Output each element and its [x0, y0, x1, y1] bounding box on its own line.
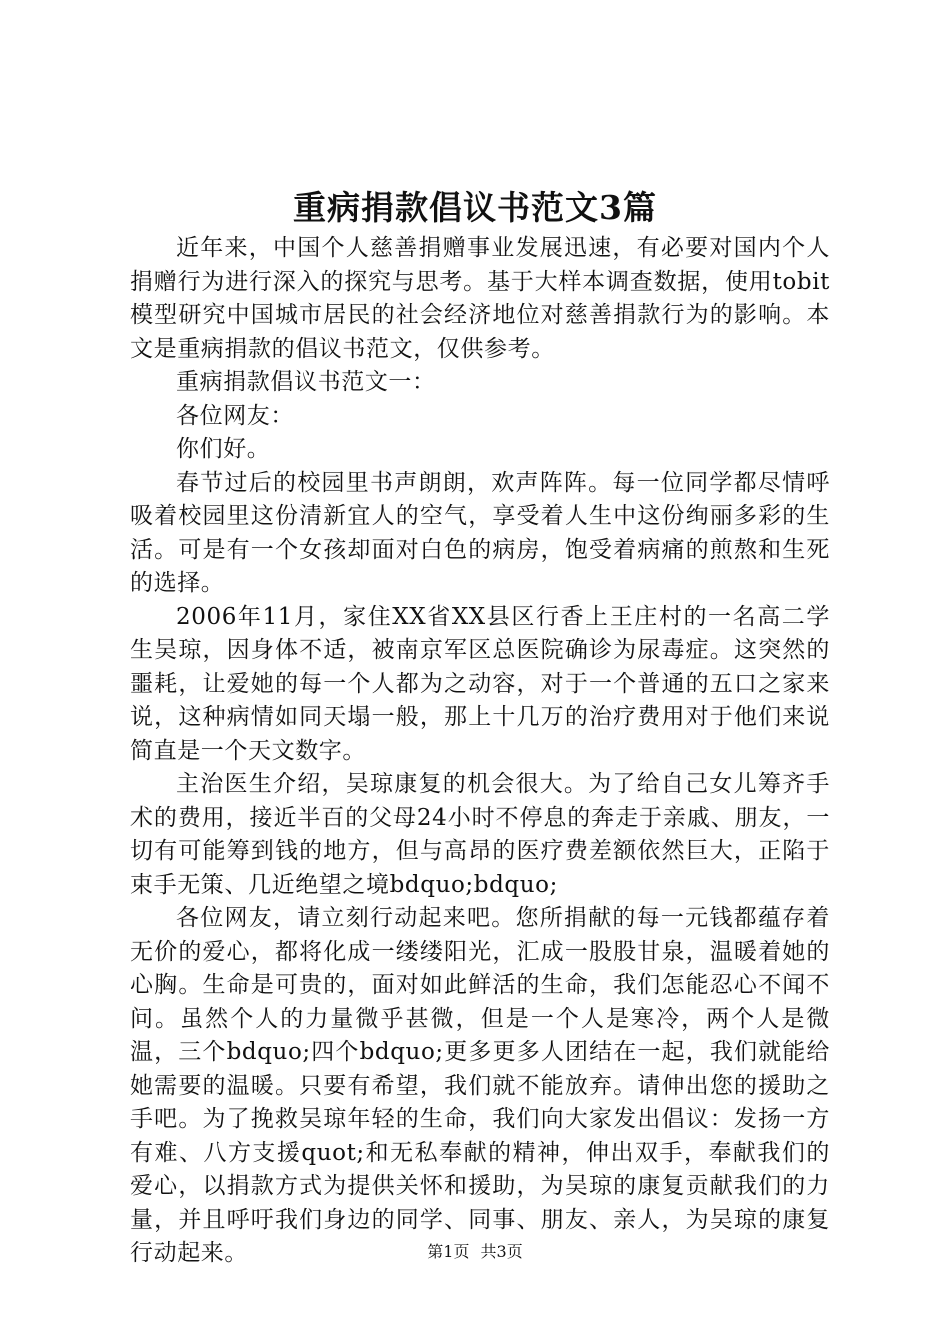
paragraph-heading-sample-one: 重病捐款倡议书范文一： [176, 369, 436, 395]
paragraph-doctor: 主治医生介绍，吴琼康复的机会很大。为了给自己女儿筹齐手术的费用，接近半百的父母24小时不停息的奔走于亲戚、朋友，一切有可能筹到钱的地方，但与高昂的医疗费差额依然巨大，正陷于束手无策、几近绝望之境bdquo;bdquo; [130, 771, 830, 898]
page-number: 第1页 [427, 1242, 470, 1261]
paragraph-greeting: 你们好。 [176, 436, 271, 462]
page-total: 共3页 [480, 1242, 523, 1261]
document-title: 重病捐款倡议书范文3篇 [293, 188, 657, 227]
paragraph-diagnosis: 2006年11月，家住XX省XX县区行香上王庄村的一名高二学生吴琼，因身体不适，被南京军区总医院确诊为尿毒症。这突然的噩耗，让爱她的每一个人都为之动容，对于一个普通的五口之家来说，这种病情如同天塌一般，那上十几万的治疗费用对于他们来说简直是一个天文数字。 [130, 603, 830, 764]
paragraph-spring-campus: 春节过后的校园里书声朗朗，欢声阵阵。每一位同学都尽情呼吸着校园里这份清新宜人的空气，享受着人生中这份绚丽多彩的生活。可是有一个女孩却面对白色的病房，饱受着病痛的煎熬和生死的选择。 [130, 469, 830, 596]
paragraph-intro: 近年来，中国个人慈善捐赠事业发展迅速，有必要对国内个人捐赠行为进行深入的探究与思考。基于大样本调查数据，使用tobit模型研究中国城市居民的社会经济地位对慈善捐款行为的影响。本文是重病捐款的倡议书范文，仅供参考。 [130, 235, 830, 362]
paragraph-appeal: 各位网友，请立刻行动起来吧。您所捐献的每一元钱都蕴存着无价的爱心，都将化成一缕缕阳光，汇成一股股甘泉，温暖着她的心胸。生命是可贵的，面对如此鲜活的生命，我们怎能忍心不闻不问。虽然个人的力量微乎甚微，但是一个人是寒冷，两个人是微温，三个bdquo;四个bdquo;更多更多人团结在一起，我们就能给她需要的温暖。只要有希望，我们就不能放弃。请伸出您的援助之手吧。为了挽救吴琼年轻的生命，我们向大家发出倡议：发扬一方有难、八方支援quot;和无私奉献的精神，伸出双手，奉献我们的爱心，以捐款方式为提供关怀和援助，为吴琼的康复贡献我们的力量，并且呼吁我们身边的同学、同事、朋友、亲人，为吴琼的康复行动起来。 [130, 905, 830, 1266]
paragraph-salutation: 各位网友： [176, 402, 294, 429]
page-footer [0, 1242, 950, 1262]
document-body [130, 232, 830, 1271]
